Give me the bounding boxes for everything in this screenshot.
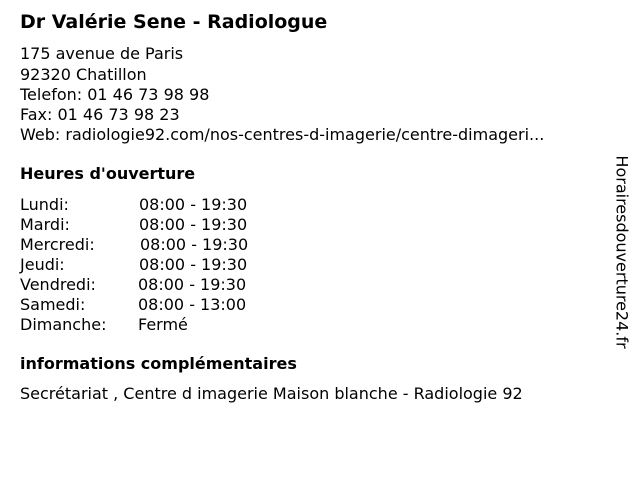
address-city: 92320 Chatillon [20,65,147,84]
time-value: Fermé [138,315,188,334]
time-value: 08:00 - 13:00 [138,295,247,314]
day-label: Mercredi: [20,235,95,254]
opening-hours-heading: Heures d'ouverture [20,164,196,183]
site-watermark: Horairesdouverture24.fr [612,155,632,349]
day-label: Lundi: [20,195,69,214]
day-label: Jeudi: [20,255,65,274]
website-link[interactable]: Web: radiologie92.com/nos-centres-d-imagerie/centre-dimageri... [20,125,545,144]
day-label: Samedi: [20,295,86,314]
time-value: 08:00 - 19:30 [139,215,248,234]
time-value: 08:00 - 19:30 [139,255,248,274]
fax-number: Fax: 01 46 73 98 23 [20,105,180,124]
additional-info-text: Secrétariat , Centre d imagerie Maison blanche - Radiologie 92 [20,384,523,403]
time-value: 08:00 - 19:30 [138,275,247,294]
time-value: 08:00 - 19:30 [139,195,248,214]
day-label: Dimanche: [20,315,107,334]
additional-info-heading: informations complémentaires [20,354,297,373]
phone-number[interactable]: Telefon: 01 46 73 98 98 [20,85,210,104]
time-value: 08:00 - 19:30 [140,235,249,254]
address-street: 175 avenue de Paris [20,44,184,63]
day-label: Vendredi: [20,275,96,294]
day-label: Mardi: [20,215,70,234]
page-title: Dr Valérie Sene - Radiologue [20,11,328,33]
